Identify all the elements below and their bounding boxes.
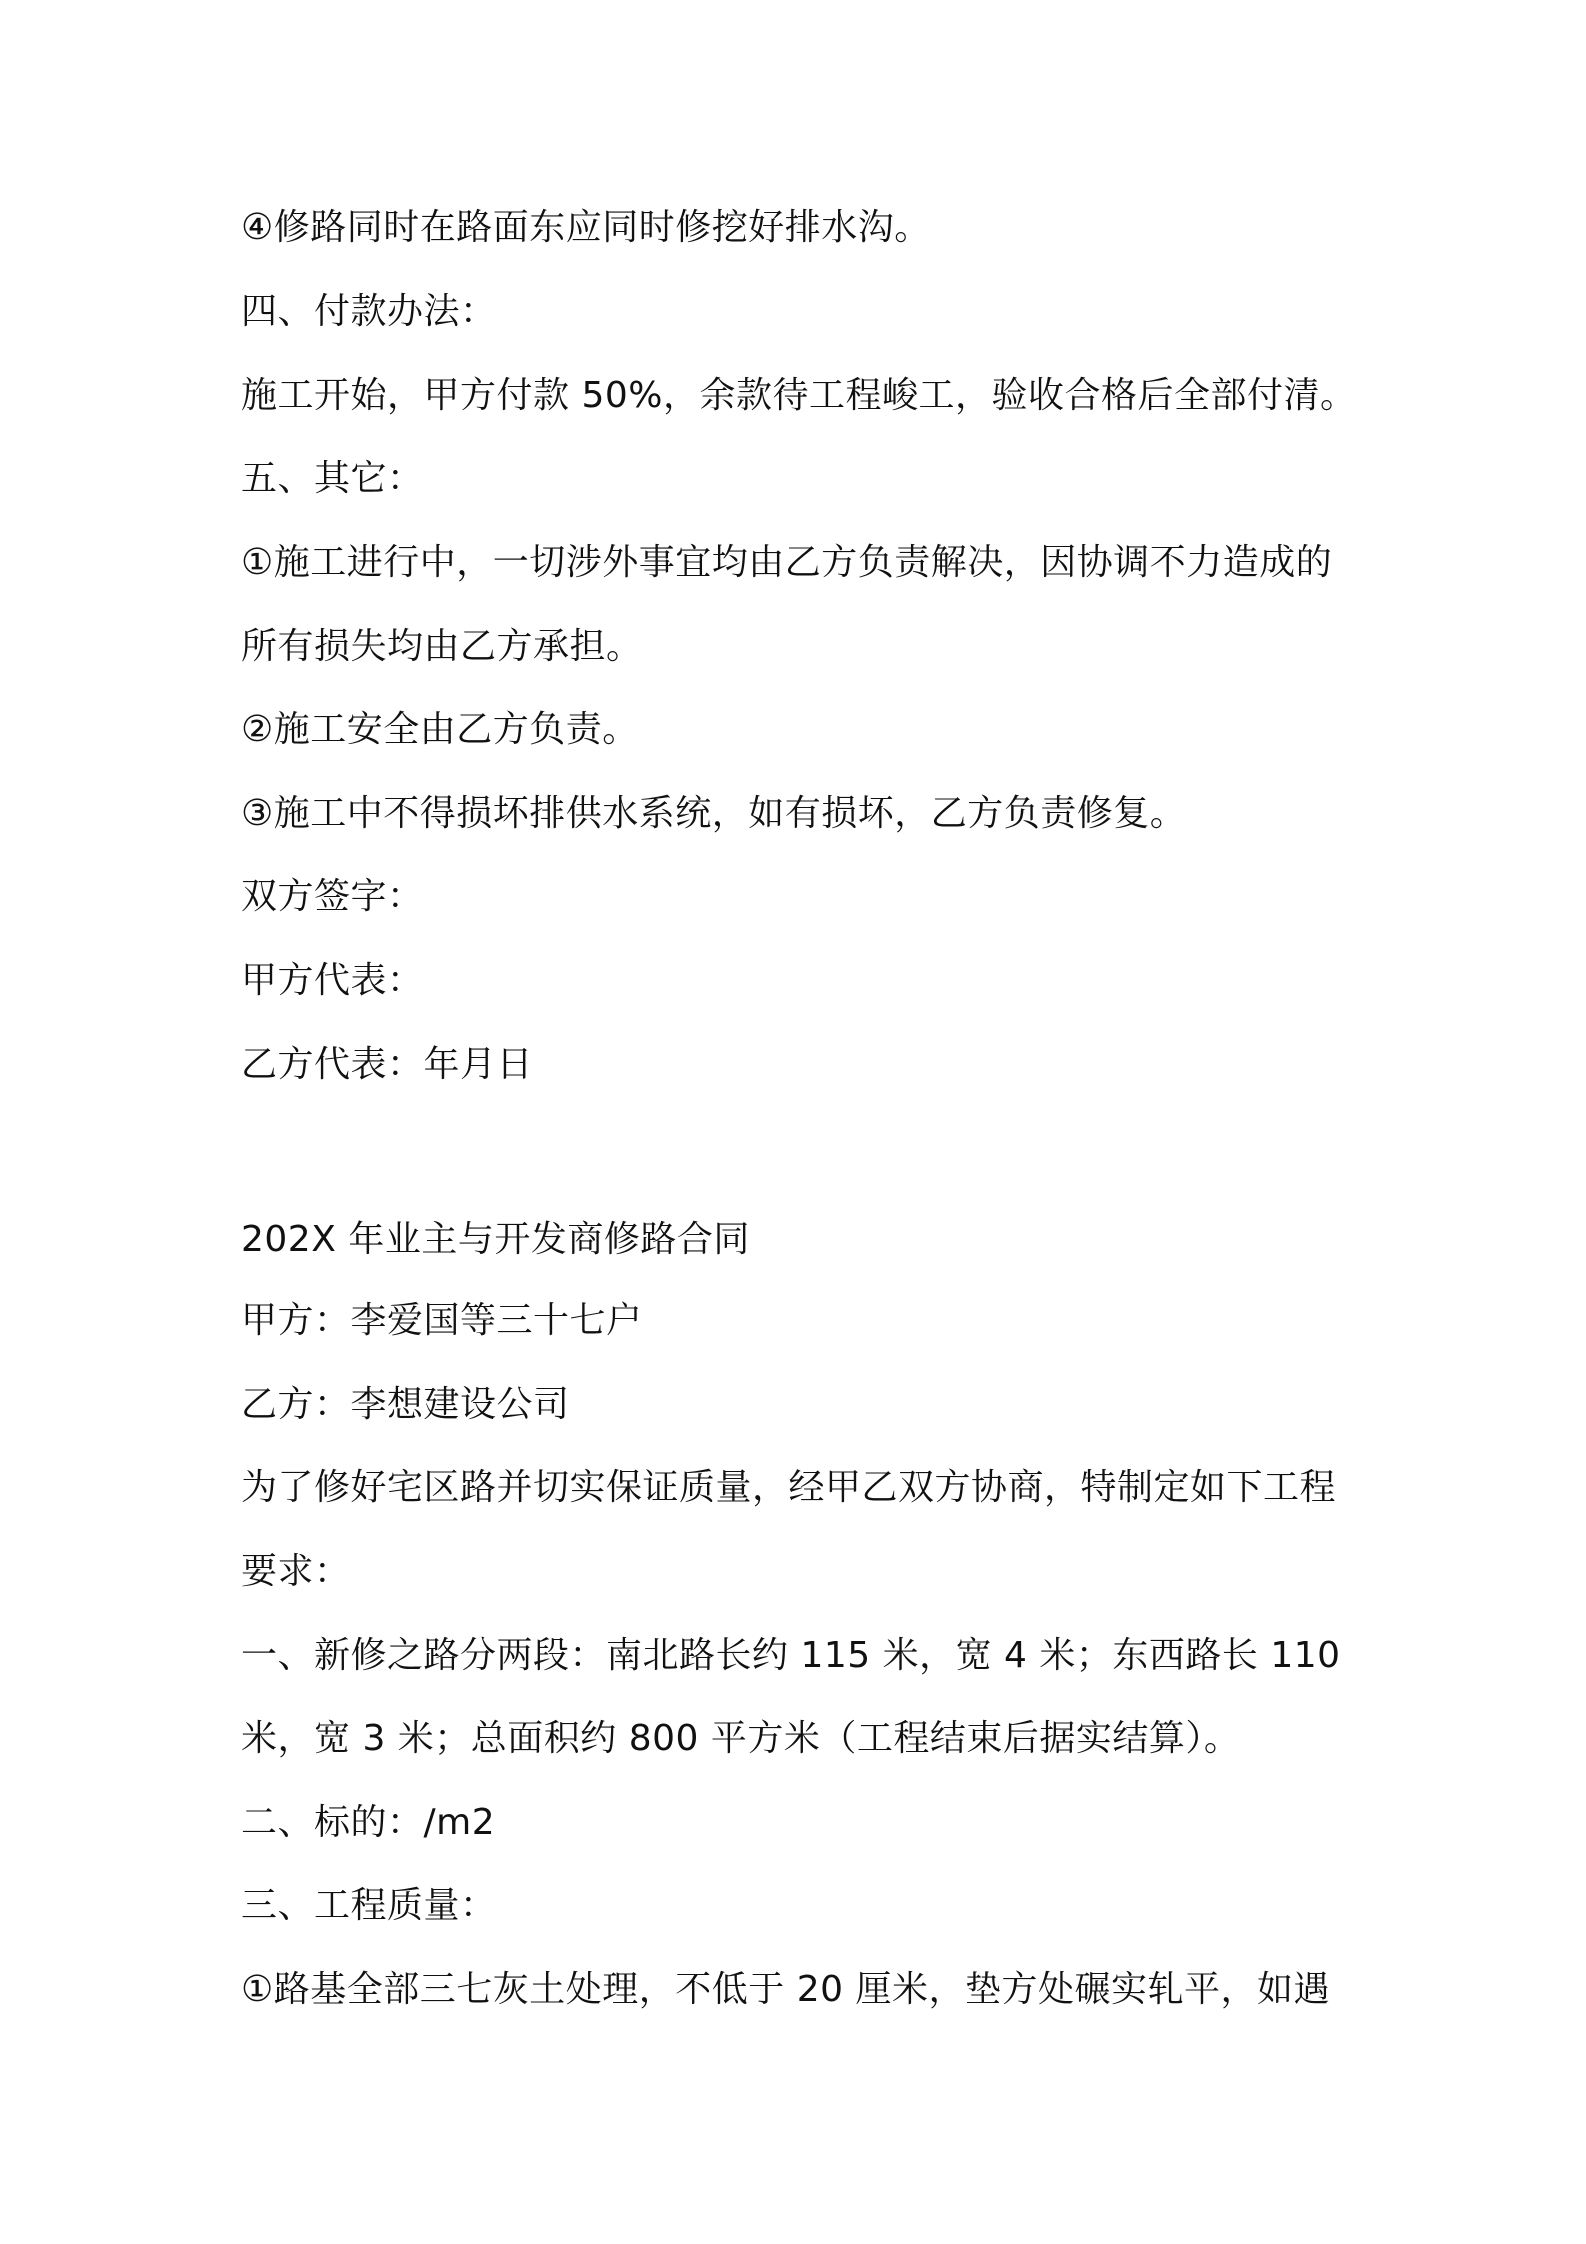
document-title: 202X 年业主与开发商修路合同 [241,1219,750,1260]
text-line: ④修路同时在路面东应同时修挖好排水沟。 [241,207,931,248]
party-b: 乙方：李想建设公司 [241,1384,570,1425]
text-line: ①施工进行中，一切涉外事宜均由乙方负责解决，因协调不力造成的 [241,542,1333,583]
section-heading: 二、标的：/m2 [241,1802,496,1843]
party-b-representative: 乙方代表：年月日 [241,1044,534,1085]
party-a: 甲方：李爱国等三十七户 [241,1300,643,1341]
text-line: ③施工中不得损坏排供水系统，如有损坏，乙方负责修复。 [241,793,1187,834]
section-heading: 四、付款办法： [241,291,497,332]
text-line: 米，宽 3 米；总面积约 800 平方米（工程结束后据实结算）。 [241,1718,1241,1759]
section-heading: 三、工程质量： [241,1885,497,1926]
party-a-representative: 甲方代表： [241,960,424,1001]
text-line: 一、新修之路分两段：南北路长约 115 米，宽 4 米；东西路长 110 [241,1635,1341,1676]
text-line: 施工开始，甲方付款 50%，余款待工程峻工，验收合格后全部付清。 [241,375,1357,416]
signature-heading: 双方签字： [241,876,424,917]
text-line: 为了修好宅区路并切实保证质量，经甲乙双方协商，特制定如下工程 [241,1467,1337,1508]
text-line: ②施工安全由乙方负责。 [241,709,639,750]
section-heading: 五、其它： [241,458,424,499]
text-line: ①路基全部三七灰土处理，不低于 20 厘米，垫方处碾实轧平，如遇 [241,1969,1330,2010]
text-line: 要求： [241,1551,351,1592]
text-line: 所有损失均由乙方承担。 [241,626,643,667]
